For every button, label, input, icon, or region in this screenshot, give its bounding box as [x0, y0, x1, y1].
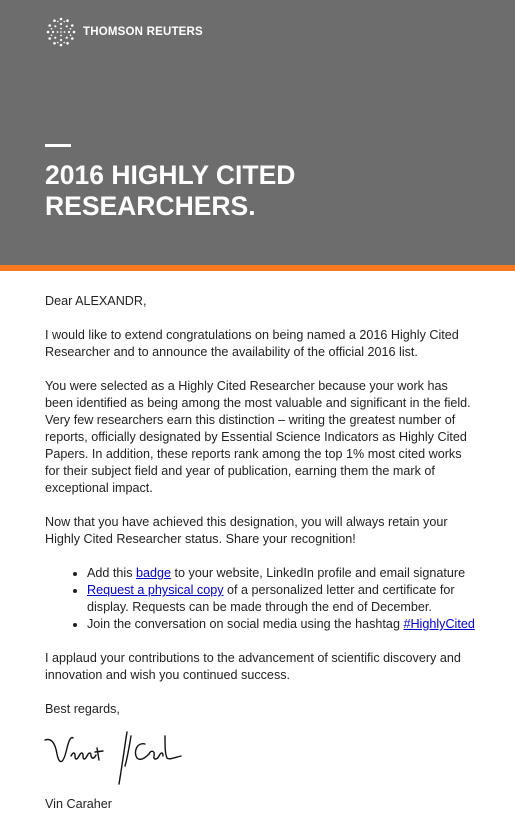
- hashtag-link[interactable]: #HighlyCited: [403, 617, 475, 631]
- headline: [45, 160, 475, 222]
- bullet-text: of a personalized letter and certificate for display. Requests can be made through the end of December.: [87, 583, 455, 614]
- thomson-reuters-dot-globe-icon: [45, 16, 77, 48]
- request-physical-copy-link[interactable]: Request a physical copy: [87, 583, 224, 597]
- paragraph-share: Now that you have achieved this designation, you will always retain your Highly Cited Researcher status. Share your recognition!: [45, 515, 448, 546]
- email-header: [0, 0, 515, 265]
- letter-body: [0, 271, 515, 813]
- bullet-text: Join the conversation on social media using the hashtag: [87, 617, 404, 631]
- bullet-text: Add this: [87, 566, 137, 580]
- headline-line-2: RESEARCHERS.: [45, 191, 256, 221]
- handwritten-signature: [41, 726, 191, 788]
- signer-name: Vin Caraher: [45, 797, 112, 811]
- list-item: [87, 616, 475, 633]
- list-item: [87, 582, 475, 616]
- title-dash-divider: [45, 144, 71, 147]
- bullet-text: to your website, LinkedIn profile and email signature: [171, 566, 466, 580]
- badge-link[interactable]: badge: [136, 566, 172, 580]
- brand-logo: [45, 16, 203, 48]
- headline-line-1: 2016 HIGHLY CITED: [45, 160, 296, 190]
- paragraph-selection: You were selected as a Highly Cited Researcher because your work has been identified as being among the most valuable and significant in the field. Very few researchers earn this distinction – writing the greatest number of reports, officially designated by Essential Science Indicators as Highly Cited Papers. In addition, these reports rank among the top 1% most cited works for their subject field and year of publication, earning them the mark of exceptional impact.: [45, 379, 471, 495]
- paragraph-congratulations: I would like to extend congratulations on being named a 2016 Highly Cited Researcher and to announce the availability of the official 2016 list.: [45, 328, 459, 359]
- brand-name: THOMSON REUTERS: [83, 26, 203, 38]
- share-options-list: [45, 565, 475, 633]
- closing-salutation: Best regards,: [45, 702, 120, 716]
- list-item: [87, 565, 475, 582]
- greeting: Dear ALEXANDR,: [45, 294, 147, 308]
- paragraph-closing: I applaud your contributions to the advancement of scientific discovery and innovation and wish you continued success.: [45, 651, 461, 682]
